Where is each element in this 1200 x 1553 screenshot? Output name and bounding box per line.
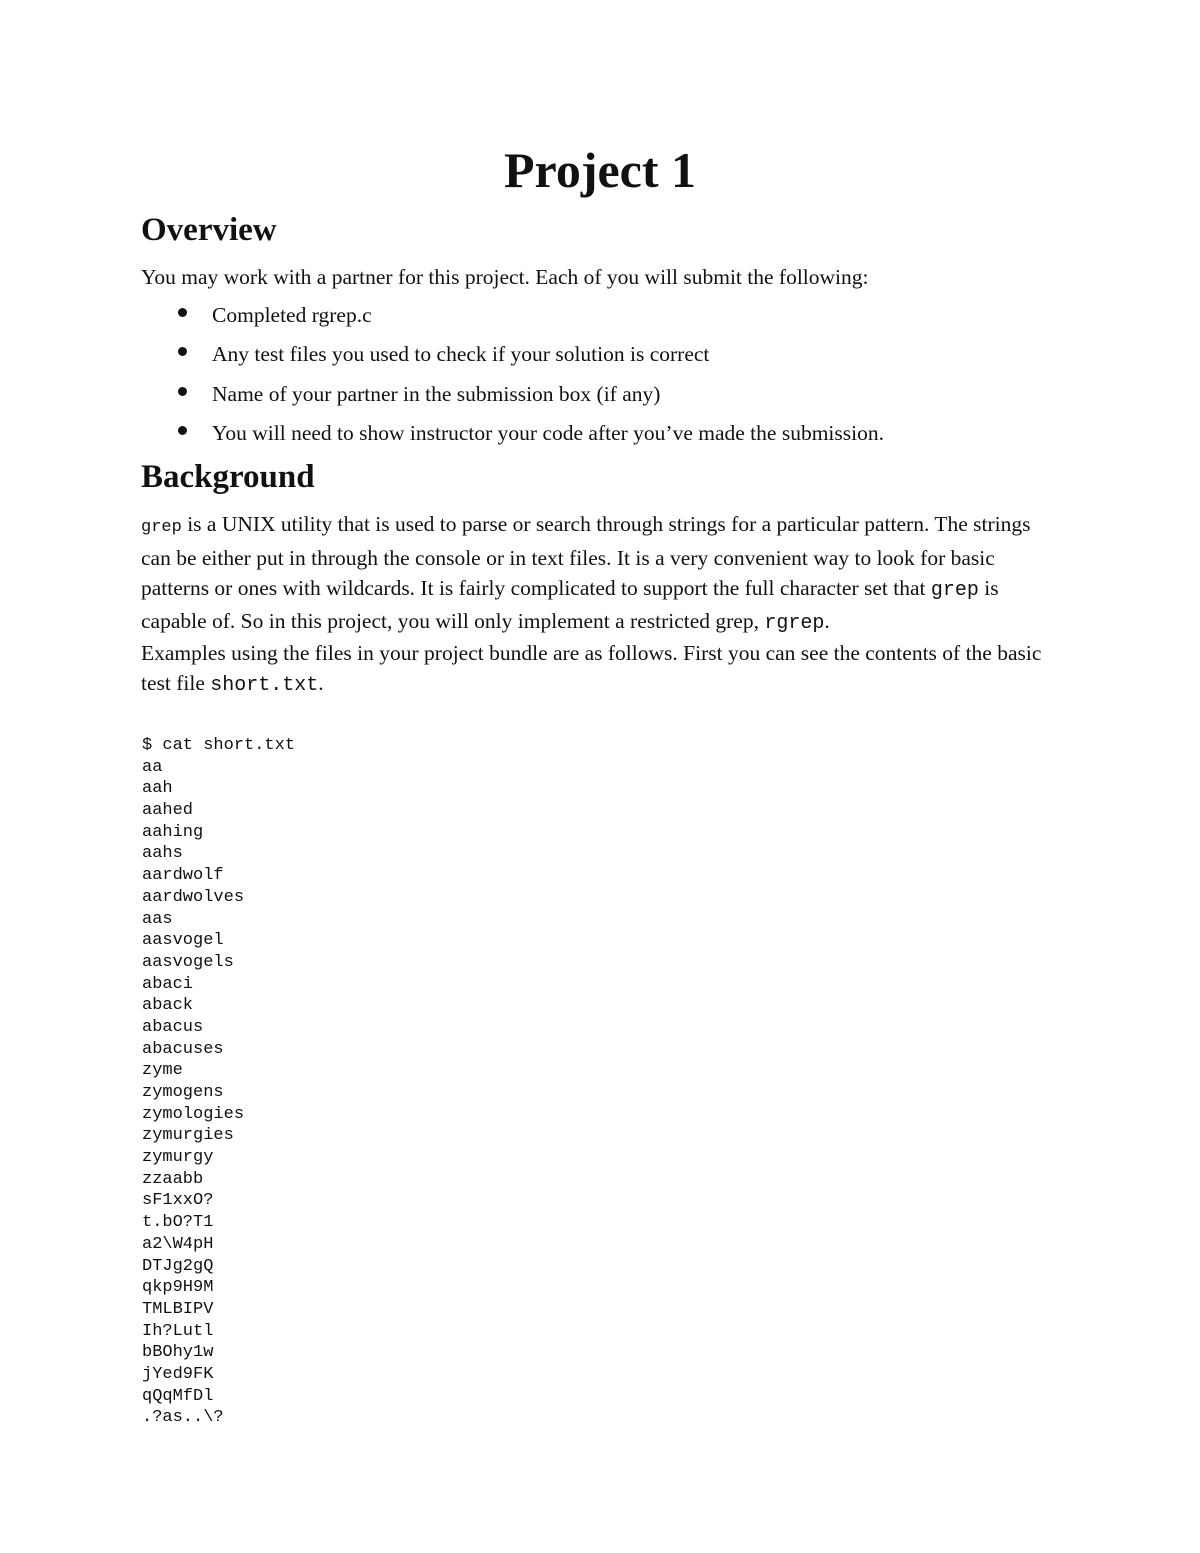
list-item-text: Any test files you used to check if your solution is correct — [212, 342, 710, 367]
overview-heading: Overview — [141, 212, 277, 248]
terminal-line: aahed — [142, 801, 194, 821]
code-rgrep: rgrep — [764, 612, 825, 635]
background-heading: Background — [141, 459, 315, 495]
terminal-line: DTJg2gQ — [142, 1256, 214, 1276]
terminal-line: aahs — [142, 844, 183, 864]
terminal-line: Ih?Lutl — [142, 1321, 214, 1341]
submission-list — [141, 300, 884, 457]
terminal-line: zyme — [142, 1061, 183, 1081]
terminal-line: aardwolves — [142, 887, 245, 907]
terminal-line: aah — [142, 779, 173, 799]
paragraph-text: . — [318, 671, 324, 695]
list-item-text: You will need to show instructor your code after you’ve made the submission. — [212, 420, 884, 445]
code-grep: grep — [930, 579, 979, 602]
terminal-line: sF1xxO? — [142, 1191, 214, 1211]
list-item-text: Completed rgrep.c — [212, 303, 372, 327]
terminal-line: zzaabb — [142, 1169, 204, 1189]
paragraph-text: is capable of. So in this project, you will only implement a restricted grep, — [141, 576, 999, 633]
terminal-line: .?as..\? — [142, 1408, 224, 1428]
terminal-line: t.bO?T1 — [142, 1213, 214, 1233]
terminal-line: zymurgies — [142, 1126, 234, 1146]
terminal-line: bBOhy1w — [142, 1343, 214, 1363]
bullet-icon — [178, 426, 187, 435]
terminal-line: zymogens — [142, 1083, 224, 1102]
terminal-command: $ cat short.txt — [142, 736, 296, 755]
terminal-line: abacuses — [142, 1039, 224, 1059]
overview-intro: You may work with a partner for this project. Each of you will submit the following: — [141, 265, 869, 289]
paragraph-text: is a UNIX utility that is used to parse or search through strings for a particular pattern. The strings can be either put in through the console or in text files. It is a very convenient way to look for basic patterns or ones with wildcards. It is fairly complicated to support the full character set that — [141, 512, 1031, 600]
terminal-line: aback — [142, 996, 194, 1016]
bullet-icon — [178, 347, 187, 356]
terminal-line: abaci — [142, 974, 194, 994]
bullet-icon — [178, 308, 187, 317]
page-title: Project 1 — [503, 142, 697, 198]
terminal-line: zymologies — [142, 1104, 245, 1124]
terminal-line: qQqMfDl — [142, 1386, 214, 1406]
terminal-line: aardwolf — [142, 866, 224, 886]
bullet-icon — [178, 387, 187, 396]
terminal-line: aa — [142, 757, 163, 777]
list-item — [141, 418, 884, 457]
paragraph-text: Examples using the files in your project bundle are as follows. First you can see the contents of the basic test file — [141, 641, 1042, 695]
list-item — [141, 379, 884, 418]
paragraph-text: . — [824, 609, 830, 633]
terminal-line: qkp9H9M — [142, 1278, 214, 1298]
terminal-line: aasvogel — [142, 931, 224, 951]
terminal-line: aasvogels — [142, 952, 234, 972]
terminal-line: aas — [142, 909, 173, 929]
terminal-line: jYed9FK — [142, 1364, 214, 1384]
background-paragraph-2 — [141, 638, 1061, 701]
terminal-line: aahing — [142, 822, 204, 842]
code-grep: grep — [141, 518, 182, 537]
terminal-line: abacus — [142, 1017, 204, 1037]
list-item — [141, 339, 884, 378]
terminal-line: zymurgy — [142, 1148, 214, 1168]
code-filename: short.txt — [210, 674, 319, 697]
list-item — [141, 300, 884, 339]
background-paragraph-1 — [141, 509, 1061, 639]
terminal-line: a2\W4pH — [142, 1234, 214, 1254]
terminal-line: TMLBIPV — [142, 1299, 214, 1319]
list-item-text: Name of your partner in the submission box (if any) — [212, 381, 661, 406]
terminal-output — [142, 735, 295, 1429]
